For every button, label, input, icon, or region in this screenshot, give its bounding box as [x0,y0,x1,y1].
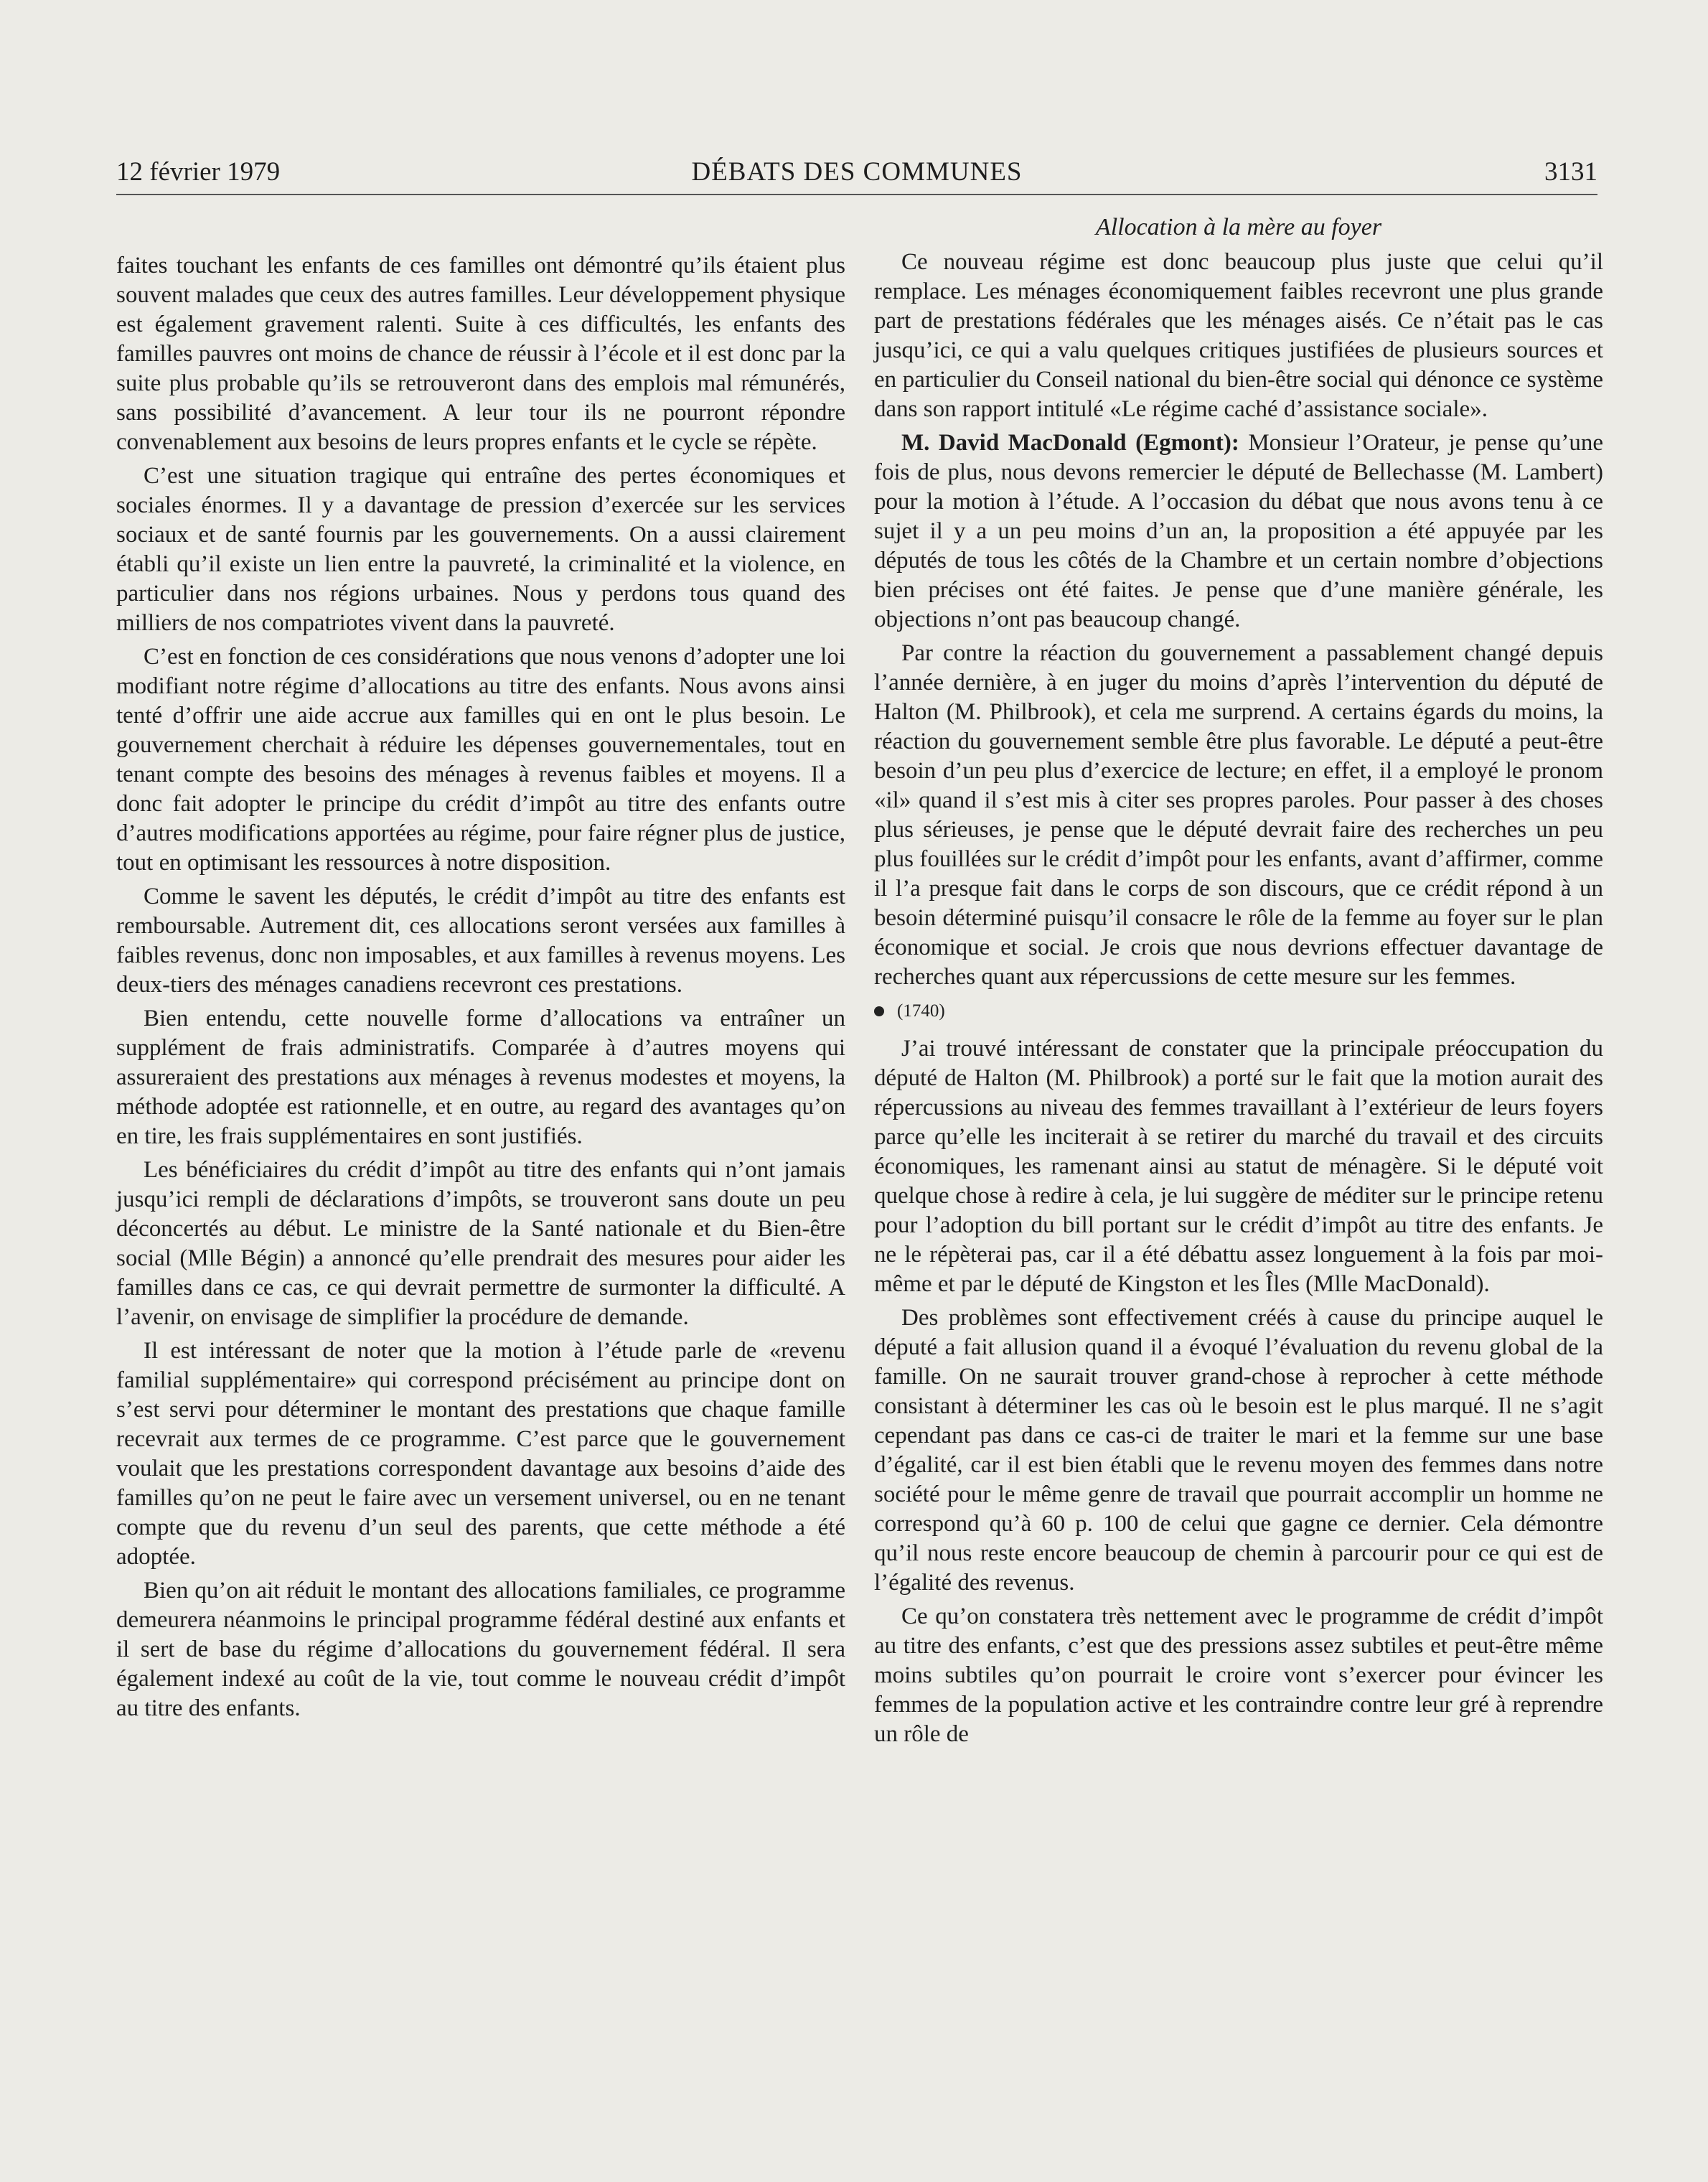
paragraph: C’est une situation tragique qui entraîne des pertes économiques et sociales énormes. Il y a davantage de pression d’exercée sur les services sociaux et de santé fournis par les gouvernements. On a aussi clairement établi qu’il existe un lien entre la pauvreté, la criminalité et la violence, en particulier dans nos régions urbaines. Nous y perdons tous quand des milliers de nos compatriotes vivent dans la pauvreté. [116,463,845,636]
paragraph: Les bénéficiaires du crédit d’impôt au titre des enfants qui n’ont jamais jusqu’ici rempli de déclarations d’impôts, se trouveront sans doute un peu déconcertés au début. Le ministre de la Santé nationale et du Bien-être social (Mlle Bégin) a annoncé qu’elle prendrait des mesures pour aider les familles dans ce cas, ce qui devrait permettre de surmonter la difficulté. A l’avenir, on envisage de simplifier la procédure de demande. [116,1157,845,1330]
paragraph: faites touchant les enfants de ces familles ont démontré qu’ils étaient plus souvent malades que ceux des autres familles. Leur développement physique est également gravement ralenti. Suite à ces difficultés, les enfants des familles pauvres ont moins de chance de réussir à l’école et il est donc par la suite plus probable qu’ils se retrouveront dans des emplois mal rémunérés, sans possibilité d’avancement. A leur tour ils ne pourront répondre convenablement aux besoins de leurs propres enfants et le cycle se répète. [116,253,845,455]
paragraph: Bien qu’on ait réduit le montant des allocations familiales, ce programme demeurera néanmoins le principal programme fédéral destiné aux enfants et il sert de base du régime d’allocations du gouvernement fédéral. Il sera également indexé au coût de la vie, tout comme le nouveau crédit d’impôt au titre des enfants. [116,1578,845,1721]
paragraph: Comme le savent les députés, le crédit d’impôt au titre des enfants est remboursable. Autrement dit, ces allocations seront versées aux familles à faibles revenus, donc non imposables, et aux familles à revenus moyens. Les deux-tiers des ménages canadiens recevront ces prestations. [116,884,845,998]
paragraph: C’est en fonction de ces considérations que nous venons d’adopter une loi modifiant notre régime d’allocations au titre des enfants. Nous avons ainsi tenté d’offrir une aide accrue aux familles qui en ont le plus besoin. Le gouvernement cherchait à réduire les dépenses gouvernementales, tout en tenant compte des besoins des ménages à revenus faibles et moyens. Il a donc fait adopter le principe du crédit d’impôt au titre des enfants outre d’autres modifications apportées au régime, pour faire régner plus de justice, tout en optimisant les ressources à notre disposition. [116,644,845,876]
paragraph: J’ai trouvé intéressant de constater que la principale préoccupation du député de Halton (M. Philbrook) a porté sur le fait que la motion aurait des répercussions au niveau des femmes travaillant à l’extérieur de leurs foyers parce qu’elle les inciterait à se retirer du marché du travail et des circuits économiques, les ramenant ainsi au statut de ménagère. Si le député voit quelque chose à redire à cela, je lui suggère de méditer sur le principe retenu pour l’adoption du bill portant sur le crédit d’impôt au titre des enfants. Je ne le répèterai pas, car il a été débattu assez longuement à la fois par moi-même et par le député de Kingston et les Îles (Mlle MacDonald). [874,1036,1603,1297]
paragraph: Par contre la réaction du gouvernement a passablement changé depuis l’année dernière, à en juger du moins d’après l’intervention du député de Halton (M. Philbrook), et cela me surprend. A certains égards du moins, la réaction du gouvernement semble être plus favorable. Le député a peut-être besoin d’un peu plus d’exercice de lecture; en effet, il a employé le pronom «il» quand il s’est mis à citer ses propres paroles. Pour passer à des choses plus sérieuses, je pense que le député devrait faire des recherches un peu plus fouillées sur le crédit d’impôt pour les enfants, avant d’affirmer, comme il l’a presque fait dans le corps de son discours, que ce crédit répond à un besoin déterminé puisqu’il consacre le rôle de la femme au foyer sur le plan économique et social. Je crois que nous devrions effectuer davantage de recherches quant aux répercussions de cette mesure sur les femmes. [874,640,1603,990]
page-header [116,151,1597,195]
paragraph: Des problèmes sont effectivement créés à cause du principe auquel le député a fait allusion quand il a évoqué l’évaluation du revenu global de la famille. On ne saurait trouver grand-chose à reprocher à cette méthode consistant à déterminer les cas où le besoin est le plus marqué. Il ne s’agit cependant pas dans ce cas-ci de traiter le mari et la femme sur une base d’égalité, car il est bien établi que le revenu moyen des femmes dans notre société pour le même genre de travail que pourrait accomplir un homme ne correspond qu’à 60 p. 100 de celui que gagne ce dernier. Cela démontre qu’il nous reste encore beaucoup de chemin à parcourir pour ce qui est de l’égalité des revenus. [874,1305,1603,1596]
page-number: 3131 [1544,157,1597,187]
header-title: DÉBATS DES COMMUNES [691,157,1023,187]
speech-paragraph [874,429,1603,635]
paragraph: Bien entendu, cette nouvelle forme d’allocations va entraîner un supplément de frais administratifs. Comparée à d’autres moyens qui assureraient des prestations aux ménages à revenus modestes et moyens, la méthode adoptée est rationnelle, et en outre, au regard des avantages qu’on en tire, les frais supplémentaires en sont justifiés. [116,1006,845,1149]
header-date: 12 février 1979 [116,157,281,187]
timestamp-marker [874,996,1603,1026]
paragraph: Il est intéressant de noter que la motion à l’étude parle de «revenu familial supplémentaire» qui correspond précisément au principe dont on s’est servi pour déterminer le montant des prestations que chaque famille recevrait aux termes de ce programme. C’est parce que le gouvernement voulait que les prestations correspondent davantage aux besoins d’aide des familles qu’on ne peut le faire avec un versement universel, ou en ne tenant compte que du revenu d’un seul des parents, que cette méthode a été adoptée. [116,1338,845,1570]
left-column [116,251,845,1728]
timestamp-text: (1740) [897,1001,945,1021]
speech-text: Monsieur l’Orateur, je pense qu’une fois de plus, nous devons remercier le député de Bellechasse (M. Lambert) pour la motion à l’étude. A l’occasion du débat que nous avons tenu à ce sujet il y a un peu moins d’un an, la proposition a été appuyée par les députés de tous les côtés de la Chambre et un certain nombre d’objections bien précises ont été faites. Je pense que d’une manière générale, les objections n’ont pas beaucoup changé. [874,430,1603,632]
right-column [874,212,1603,1753]
bullet-icon [874,1006,884,1016]
paragraph: Ce qu’on constatera très nettement avec le programme de crédit d’impôt au titre des enfants, c’est que des pressions assez subtiles et peut-être même moins subtiles qu’on pourrait le croire vont s’exercer pour évincer les femmes de la population active et les contraindre contre leur gré à reprendre un rôle de [874,1603,1603,1747]
section-title: Allocation à la mère au foyer [1095,214,1382,240]
speaker-name: M. David MacDonald (Egmont): [901,430,1239,456]
paragraph: Ce nouveau régime est donc beaucoup plus juste que celui qu’il remplace. Les ménages économiquement faibles recevront une plus grande part de prestations fédérales que les ménages aisés. Ce n’était pas le cas jusqu’ici, ce qui a valu quelques critiques justifiées de plusieurs sources et en particulier du Conseil national du bien-être social qui dénonce ce système dans son rapport intitulé «Le régime caché d’assistance sociale». [874,249,1603,422]
